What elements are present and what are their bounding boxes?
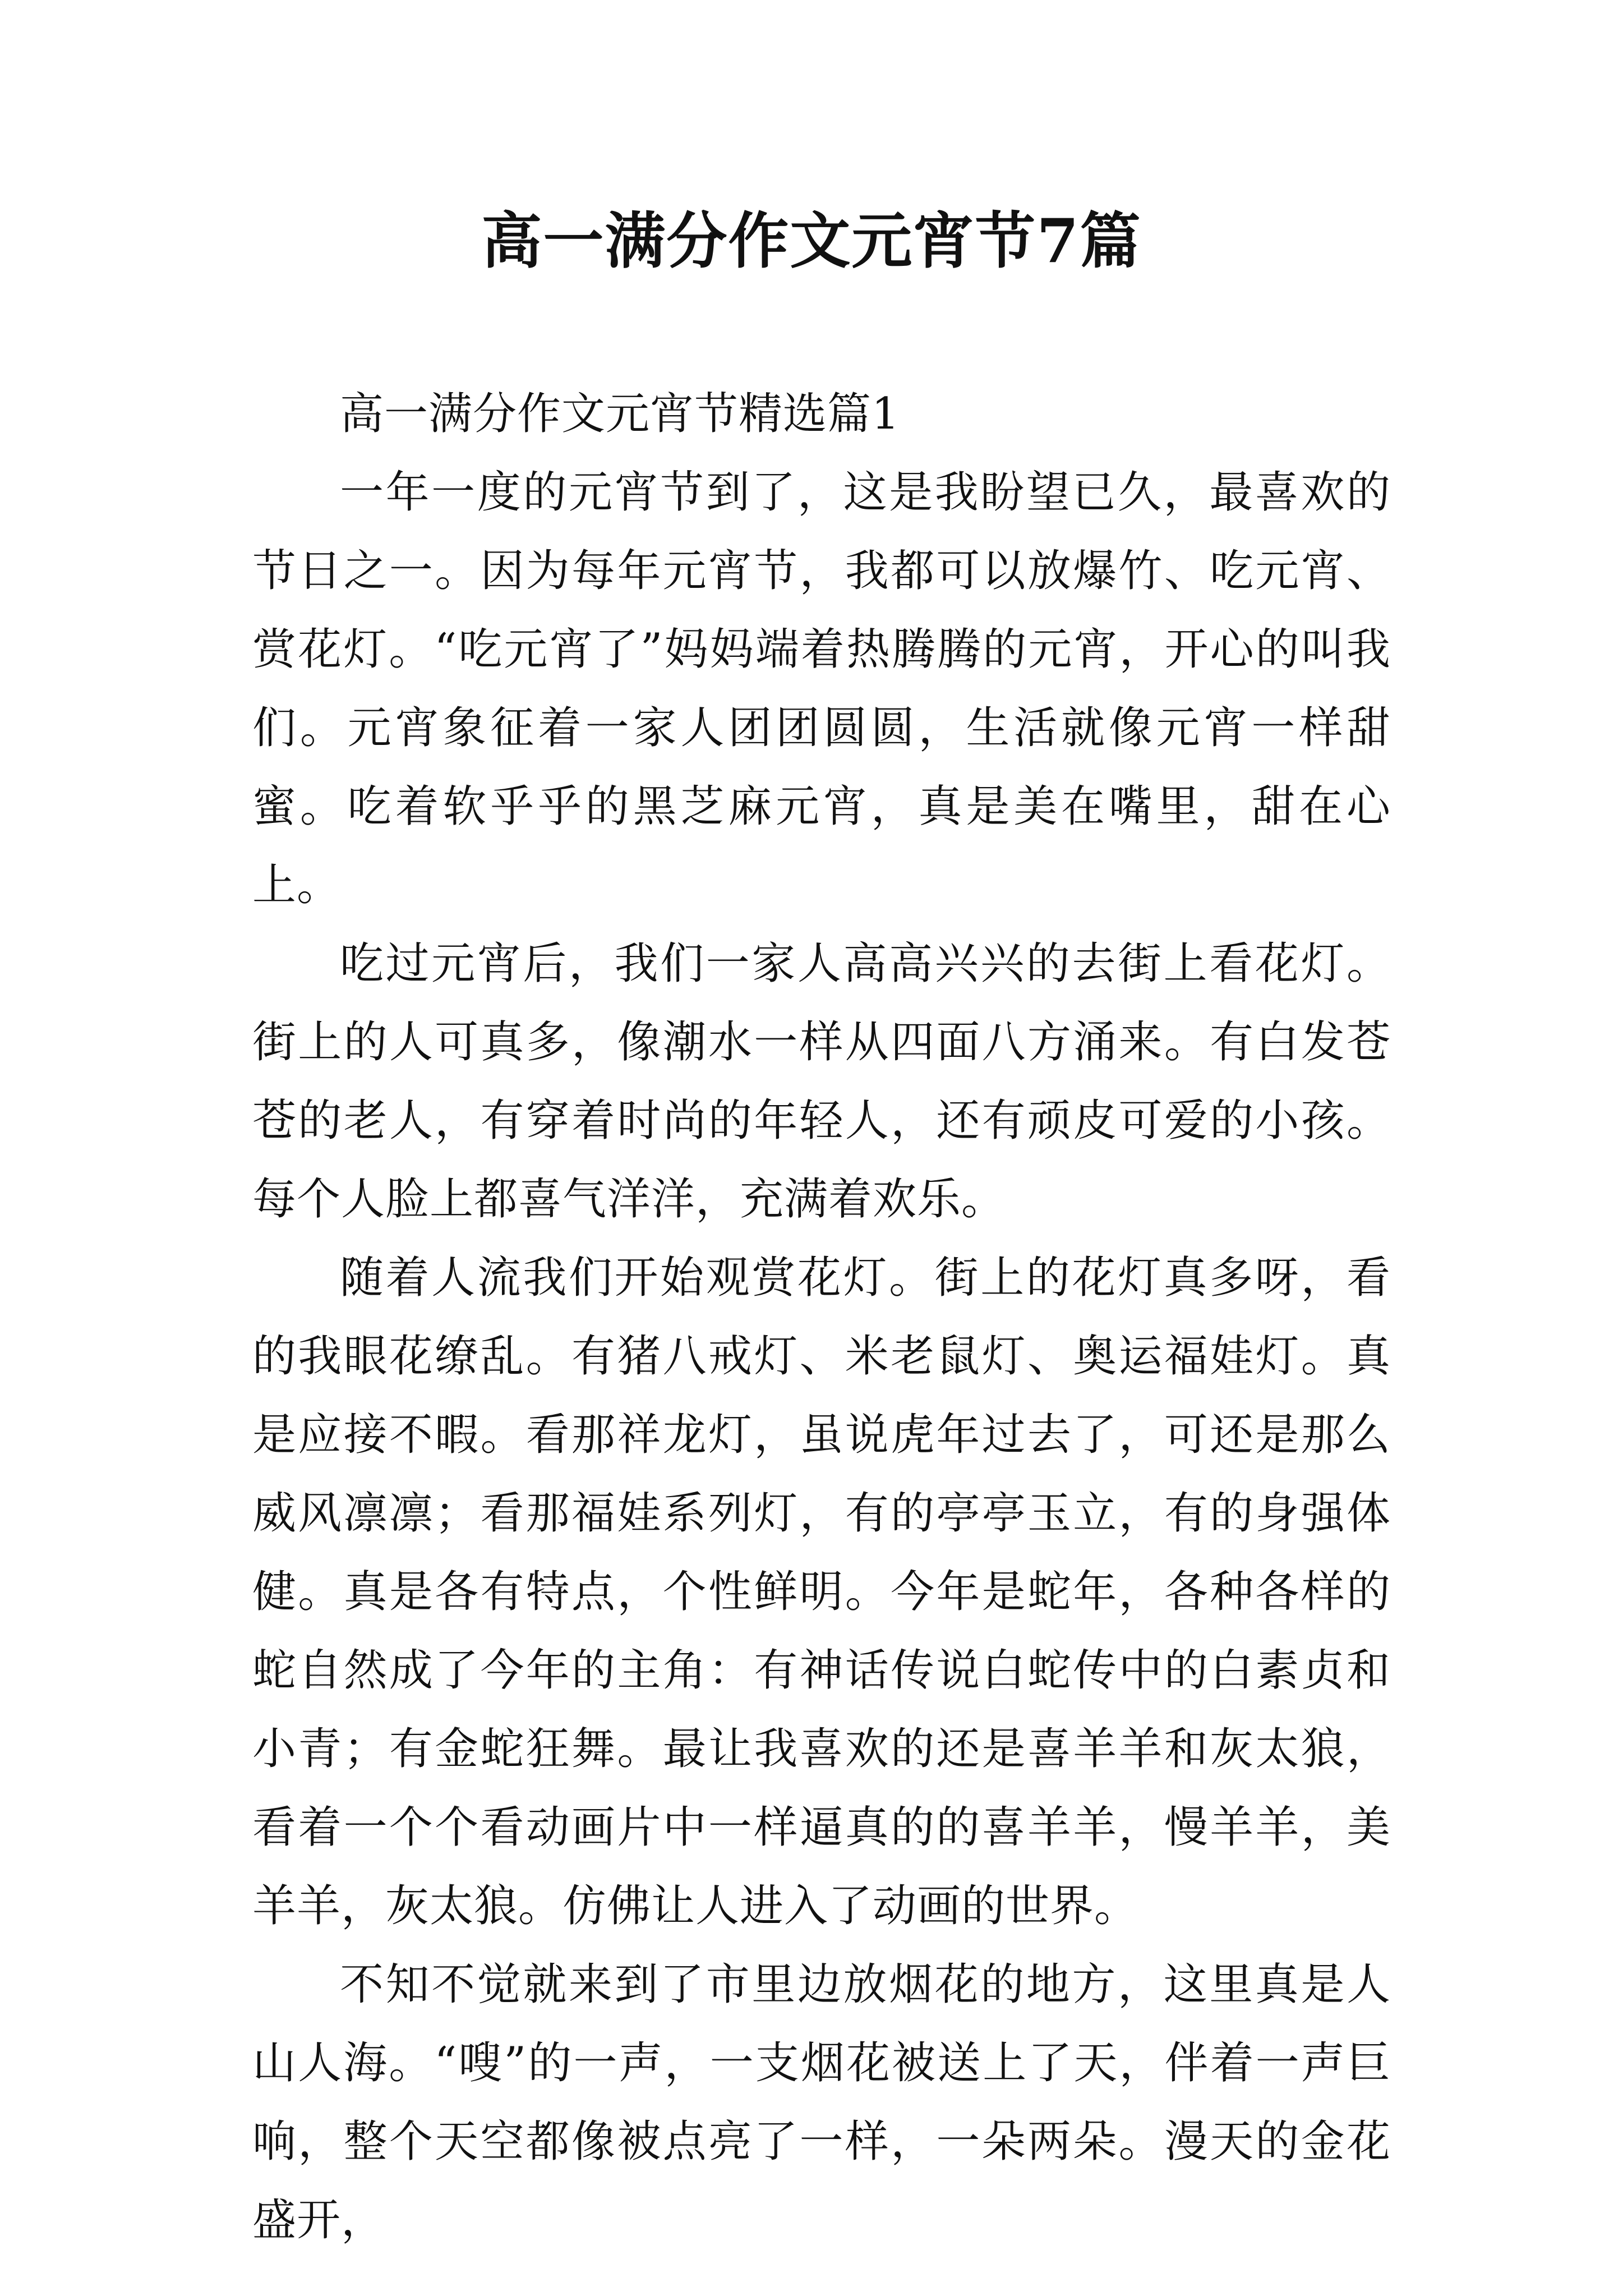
paragraph: 随着人流我们开始观赏花灯。街上的花灯真多呀，看的我眼花缭乱。有猪八戒灯、米老鼠灯、奥运福娃灯。真是应接不暇。看那祥龙灯，虽说虎年过去了，可还是那么威风凛凛；看那福娃系列灯，有的亭亭玉立，有的身强体健。真是各有特点，个性鲜明。今年是蛇年，各种各样的蛇自然成了今年的主角：有神话传说白蛇传中的白素贞和小青；有金蛇狂舞。最让我喜欢的还是喜羊羊和灰太狼，看着一个个看动画片中一样逼真的的喜羊羊，慢羊羊，美羊羊，灰太狼。仿佛让人进入了动画的世界。 [252,1253,1391,1931]
paragraph: 不知不觉就来到了市里边放烟花的地方，这里真是人山人海。“嗖”的一声，一支烟花被送上了天，伴着一声巨响，整个天空都像被点亮了一样，一朵两朵。漫天的金花盛开， [252,1959,1391,2246]
paragraph: 吃过元宵后，我们一家人高高兴兴的去街上看花灯。街上的人可真多，像潮水一样从四面八方涌来。有白发苍苍的老人，有穿着时尚的年轻人，还有顽皮可爱的小孩。每个人脸上都喜气洋洋，充满着欢乐。 [252,938,1391,1225]
section-heading: 高一满分作文元宵节精选篇1 [340,389,900,439]
document-body [252,375,1391,2260]
document-title: 高一满分作文元宵节7篇 [481,206,1142,277]
paragraph: 一年一度的元宵节到了，这是我盼望已久，最喜欢的节日之一。因为每年元宵节，我都可以放爆竹、吃元宵、赏花灯。“吃元宵了”妈妈端着热腾腾的元宵，开心的叫我们。元宵象征着一家人团团圆圆，生活就像元宵一样甜蜜。吃着软乎乎的黑芝麻元宵，真是美在嘴里，甜在心上。 [252,467,1391,910]
